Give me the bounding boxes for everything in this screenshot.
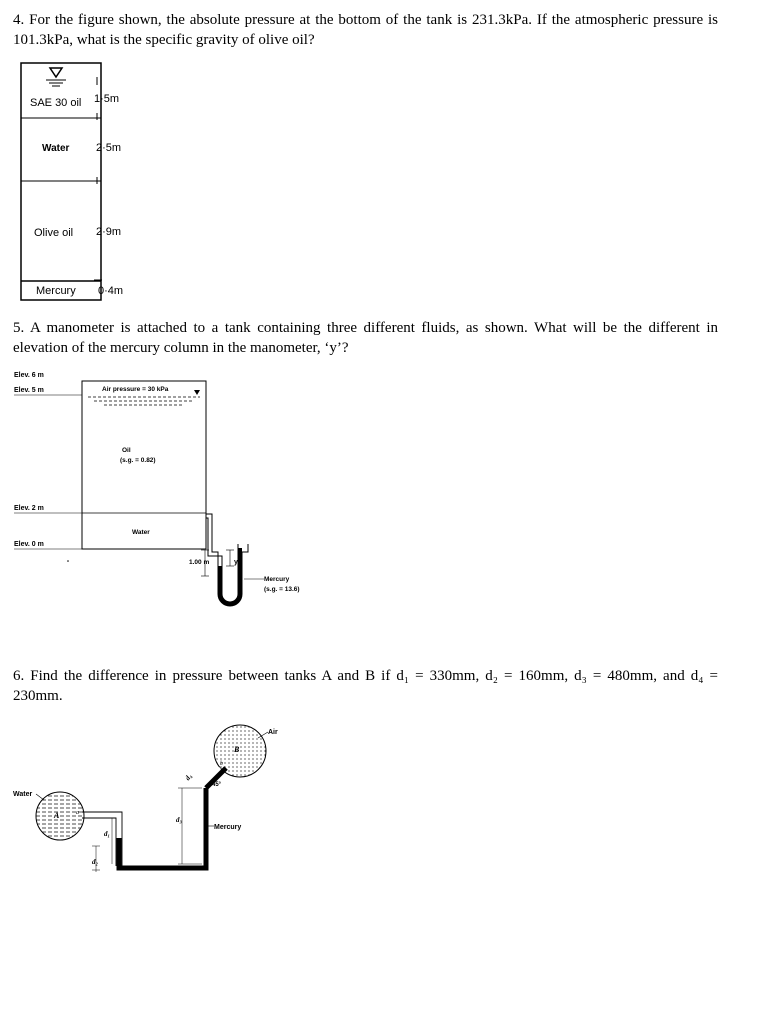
elevation-label-5m: Elev. 5 m	[14, 387, 44, 394]
oil-sg-label: (s.g. = 0.82)	[120, 457, 156, 464]
problem-6-figure	[12, 718, 302, 888]
height-label: 1.00 m	[189, 559, 210, 566]
problem-4-text: 4. For the figure shown, the absolute pressure at the bottom of the tank is 231.3kPa. If the atmospheric pressure is 101.3kPa, what is the specific gravity of olive oil?	[13, 12, 718, 48]
layer-label-sae-oil: SAE 30 oil	[30, 97, 82, 109]
depth-label-water: 2·5m	[96, 142, 122, 154]
problem-5-text: 5. A manometer is attached to a tank containing three different fluids, as shown. What will be the different in elevation of the mercury column in the manometer, ‘y’?	[13, 320, 718, 356]
angle-label: 45°	[212, 782, 222, 788]
d4-label: d₄	[183, 772, 194, 782]
tank-b-label: B	[234, 745, 240, 754]
layer-label-olive-oil: Olive oil	[34, 227, 74, 239]
free-surface-icon	[46, 68, 66, 86]
air-pressure-label: Air pressure = 30 kPa	[102, 386, 169, 393]
pipe-a	[82, 812, 122, 866]
tank-a-label: A	[54, 811, 60, 820]
d3-label: d₃	[176, 816, 182, 824]
layer-label-mercury: Mercury	[36, 285, 76, 297]
problem-4-figure	[14, 58, 174, 308]
point-b-label: b	[220, 761, 223, 767]
mercury-sg-label: (s.g. = 13.6)	[264, 586, 300, 593]
water-label: Water	[13, 791, 33, 798]
mercury-label: Mercury	[214, 824, 242, 831]
problem-5-figure	[12, 368, 342, 608]
depth-label-sae-oil: 1·5m	[94, 93, 120, 105]
water-label: Water	[132, 529, 150, 536]
oil-label: Oil	[122, 447, 131, 454]
depth-label-olive-oil: 2·9m	[96, 226, 122, 238]
problem-6-text: 6. Find the difference in pressure between tanks A and B if d₁ = 330mm, d₂ = 160mm, d₃ = 480mm, and d₄ = 230mm.	[13, 668, 718, 704]
point-a-label: a	[76, 810, 79, 816]
mercury-label: Mercury	[264, 576, 290, 583]
mercury-column	[119, 788, 206, 868]
d2-label: d₂	[92, 858, 98, 866]
surface-icon	[194, 390, 200, 395]
layer-label-water: Water	[42, 143, 70, 154]
tank-outline	[82, 381, 206, 549]
oil-surface	[88, 397, 200, 405]
d1-label: d₁	[104, 830, 110, 838]
y-label: y	[234, 559, 238, 566]
elevation-label-6m: Elev. 6 m	[14, 372, 44, 379]
elevation-label-0m: Elev. 0 m	[14, 541, 44, 548]
depth-label-mercury: 0·4m	[98, 285, 124, 297]
elevation-label-2m: Elev. 2 m	[14, 505, 44, 512]
air-label: Air	[268, 729, 278, 736]
